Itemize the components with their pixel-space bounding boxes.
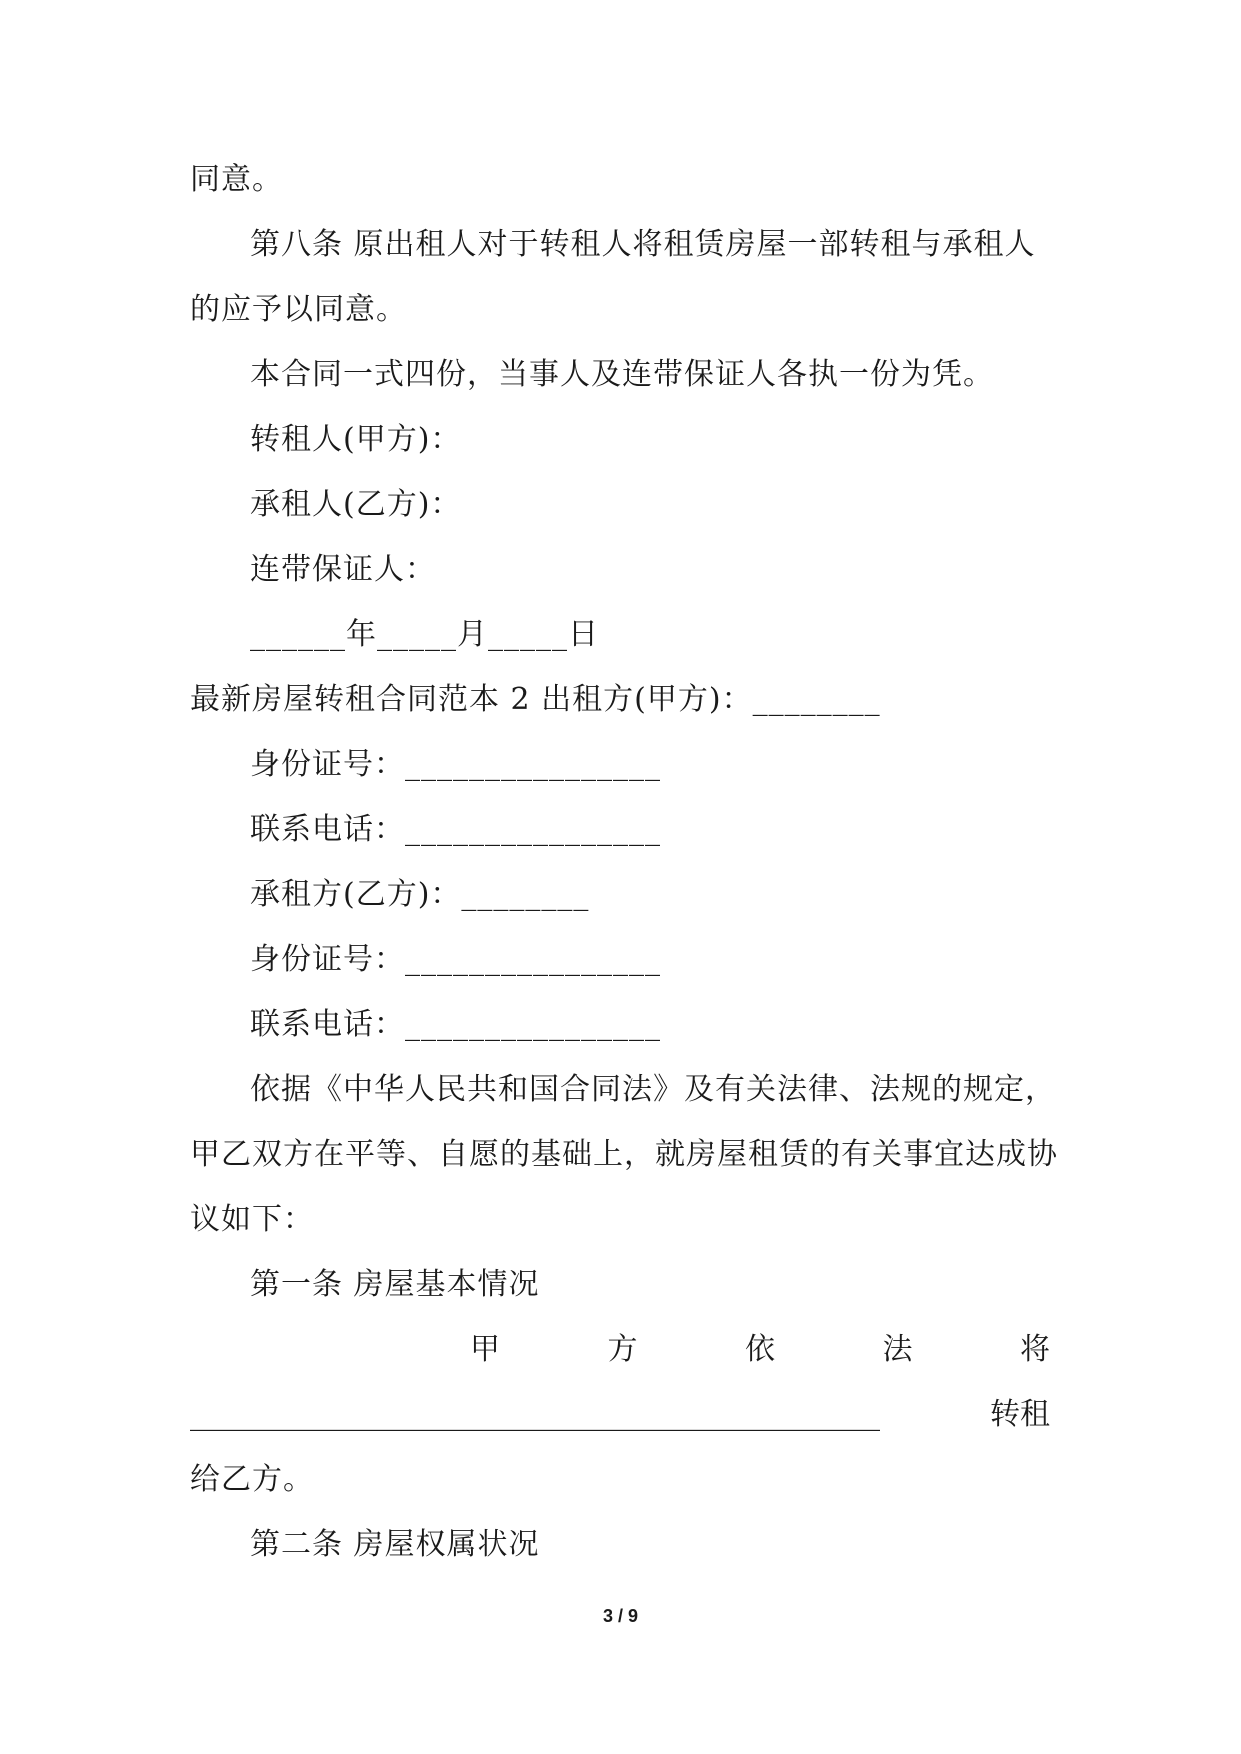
spread-char: 依 (745, 1332, 775, 1367)
property-blank: ______________________________________________ (190, 1397, 880, 1432)
spread-char: 法 (882, 1332, 913, 1367)
text-line-2: 第八条 原出租人对于转租人将租赁房屋一部转租与承租人 (250, 227, 1036, 262)
text-line-16: 甲乙双方在平等、自愿的基础上，就房屋租赁的有关事宜达成协 (190, 1137, 1058, 1172)
text-line-3: 的应予以同意。 (190, 292, 407, 327)
spread-char: 甲 (470, 1332, 500, 1367)
lessee-name-field: 承租方(乙方)：________ (250, 877, 590, 912)
lessee-signature-label: 承租人(乙方)： (250, 487, 462, 522)
article-two-heading: 第二条 房屋权属状况 (250, 1527, 540, 1562)
lessor-id-field: 身份证号：________________ (250, 747, 661, 782)
property-blank-suffix: 转租 (990, 1397, 1050, 1432)
lessee-id-field: 身份证号：________________ (250, 942, 661, 977)
article-one-heading: 第一条 房屋基本情况 (250, 1267, 540, 1302)
section-heading-template-2: 最新房屋转租合同范本 2 出租方(甲方)：________ (190, 682, 881, 717)
sublessor-signature-label: 转租人(甲方)： (250, 422, 462, 457)
spread-char: 将 (1020, 1332, 1050, 1367)
lessee-phone-field: 联系电话：________________ (250, 1007, 661, 1042)
spread-text-row (470, 1330, 1050, 1370)
text-line-1: 同意。 (190, 162, 283, 197)
text-line-17: 议如下： (190, 1202, 314, 1237)
guarantor-signature-label: 连带保证人： (250, 552, 436, 587)
date-line: ______年_____月_____日 (250, 617, 599, 652)
text-line-4: 本合同一式四份，当事人及连带保证人各执一份为凭。 (250, 357, 994, 392)
spread-char: 方 (607, 1332, 638, 1367)
lessor-phone-field: 联系电话：________________ (250, 812, 661, 847)
page-number: 3 / 9 (602, 1606, 639, 1626)
property-blank-row (190, 1395, 1050, 1435)
text-line-15: 依据《中华人民共和国合同法》及有关法律、法规的规定， (250, 1072, 1056, 1107)
text-line-tail-1: 给乙方。 (190, 1462, 314, 1497)
